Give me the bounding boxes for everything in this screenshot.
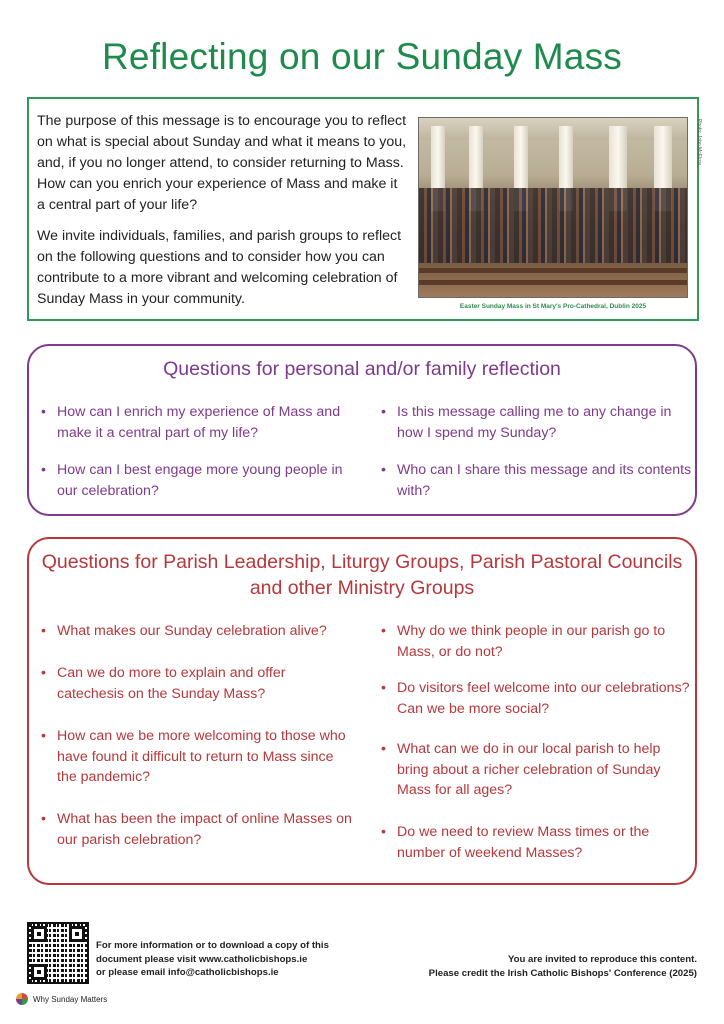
question-text: How can we be more welcoming to those who have found it difficult to return to Mass since the pandemic?: [57, 728, 346, 785]
footer-info-line-2[interactable]: document please visit www.catholicbishops.ie: [96, 953, 308, 965]
question-text: Why do we think people in our parish go to Mass, or do not?: [397, 623, 666, 660]
personal-reflection-box: [27, 344, 697, 516]
list-item: • What makes our Sunday celebration alive?: [41, 623, 327, 639]
question-text: What makes our Sunday celebration alive?: [57, 623, 327, 639]
list-item: • Can we do more to explain and offer catechesis on the Sunday Mass?: [41, 665, 286, 702]
question-text: How can I best engage more young people in our celebration?: [57, 462, 343, 499]
question-text: How can I enrich my experience of Mass and make it a central part of my life?: [57, 404, 341, 441]
footer-credit: [367, 953, 697, 981]
brand-name: Why Sunday Matters: [33, 994, 108, 1004]
intro-text: [37, 111, 407, 320]
list-item: • How can I best engage more young people in our celebration?: [41, 462, 343, 499]
footer-info-line-1: For more information or to download a copy of this: [96, 940, 329, 951]
intro-paragraph-1: The purpose of this message is to encourage you to reflect on what is special about Sunday and what it means to you, and, if you no longer attend, to consider returning to Mass. How can you enrich your experience of Mass and make it a central part of your life?: [37, 113, 407, 213]
photo-caption: Easter Sunday Mass in St Mary's Pro-Cathedral, Dublin 2025: [459, 303, 647, 310]
question-text: Do we need to review Mass times or the number of weekend Masses?: [397, 824, 650, 861]
parish-heading-line-1: Questions for Parish Leadership, Liturgy Groups, Parish Pastoral Councils: [41, 551, 683, 573]
list-item: • Do visitors feel welcome into our celebrations? Can we be more social?: [381, 680, 690, 717]
list-item: • How can I enrich my experience of Mass and make it a central part of my life?: [41, 404, 341, 441]
cathedral-photo: [418, 117, 688, 298]
question-text: Do visitors feel welcome into our celebrations? Can we be more social?: [397, 680, 690, 717]
parish-heading: [29, 549, 695, 601]
parish-questions-box: [27, 537, 697, 885]
footer-credit-line-1: You are invited to reproduce this content.: [507, 954, 697, 965]
list-item: • Who can I share this message and its contents with?: [381, 462, 692, 499]
qr-code[interactable]: [27, 922, 89, 984]
brand-logo-icon: [16, 993, 28, 1005]
parish-heading-line-2: and other Ministry Groups: [249, 577, 475, 599]
brand: [16, 993, 107, 1005]
question-text: What has been the impact of online Masses on our parish celebration?: [57, 811, 352, 848]
list-item: • How can we be more welcoming to those who have found it difficult to return to Mass since the pandemic?: [41, 728, 346, 785]
photo-credit: Photo: John McElroy: [696, 119, 702, 166]
intro-box: [27, 97, 702, 321]
question-text: What can we do in our local parish to help bring about a richer celebration of Sunday Mass for all ages?: [397, 741, 661, 798]
footer-info: [96, 939, 366, 980]
question-text: Can we do more to explain and offer catechesis on the Sunday Mass?: [57, 665, 286, 702]
list-item: • What has been the impact of online Masses on our parish celebration?: [41, 811, 352, 848]
personal-heading: Questions for personal and/or family reflection: [163, 358, 561, 380]
intro-paragraph-2: We invite individuals, families, and parish groups to reflect on the following questions and to consider how you can contribute to a more vibrant and welcoming celebration of Sunday Mass in your community.: [37, 228, 402, 307]
list-item: • Why do we think people in our parish go to Mass, or do not?: [381, 623, 666, 660]
question-text: Who can I share this message and its contents with?: [397, 462, 692, 499]
page-title: Reflecting on our Sunday Mass: [102, 36, 622, 77]
question-text: Is this message calling me to any change in how I spend my Sunday?: [397, 404, 672, 441]
list-item: • What can we do in our local parish to help bring about a richer celebration of Sunday Mass for all ages?: [381, 741, 661, 798]
footer-info-line-3[interactable]: or please email info@catholicbishops.ie: [96, 967, 279, 978]
list-item: • Do we need to review Mass times or the number of weekend Masses?: [381, 824, 650, 861]
footer-credit-line-2: Please credit the Irish Catholic Bishops' Conference (2025): [428, 968, 697, 979]
list-item: • Is this message calling me to any change in how I spend my Sunday?: [381, 404, 672, 441]
